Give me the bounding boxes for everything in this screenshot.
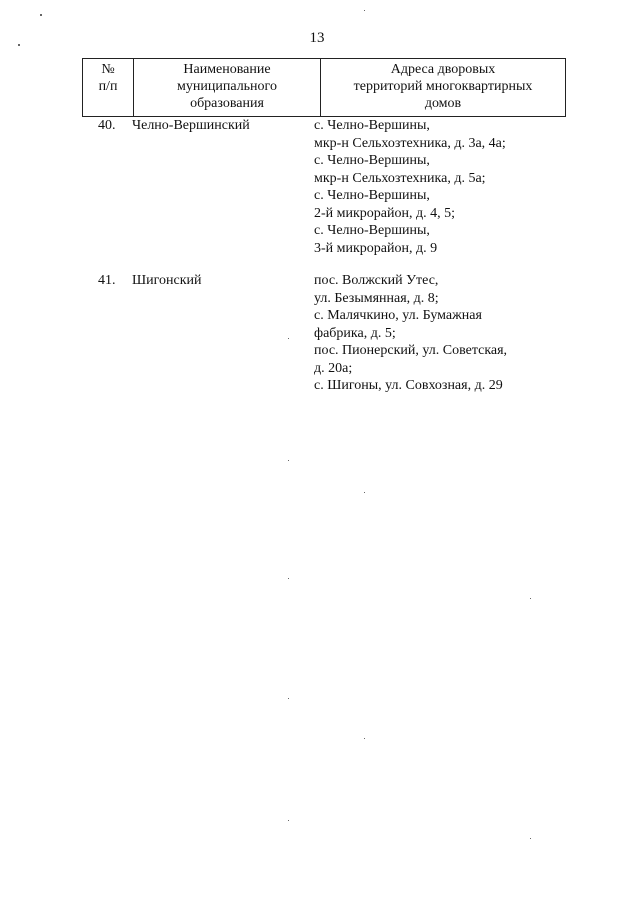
address-line: с. Челно-Вершины,	[314, 223, 430, 238]
address-line: ул. Безымянная, д. 8;	[314, 290, 439, 306]
scan-speck	[288, 460, 289, 461]
address-line: пос. Пионерский, ул. Советская,	[314, 343, 508, 358]
header-addresses-line-3: домов	[424, 96, 462, 111]
scan-speck	[530, 838, 531, 839]
header-municipality-line-1: Наименование	[183, 62, 271, 77]
header-number-line-1: №	[101, 62, 115, 77]
header-addresses-line-1: Адреса дворовых	[390, 62, 496, 77]
row-municipality: Челно-Вершинский	[132, 118, 250, 133]
row-number: 41.	[98, 273, 116, 288]
address-line: с. Челно-Вершины,	[314, 153, 430, 168]
header-municipality-line-3: образования	[190, 96, 264, 111]
row-addresses	[314, 272, 544, 395]
scan-speck	[288, 698, 289, 699]
scan-speck	[364, 492, 365, 493]
scan-speck	[364, 738, 365, 739]
scan-speck	[40, 14, 42, 16]
address-line: с. Челно-Вершины,	[314, 118, 430, 133]
scan-speck	[288, 578, 289, 579]
scan-speck	[288, 820, 289, 821]
table-header	[82, 58, 566, 117]
address-line: с. Малячкино, ул. Бумажная	[314, 308, 482, 323]
row-number: 40.	[98, 118, 116, 133]
header-municipality-line-2: муниципального	[177, 79, 277, 94]
scan-speck	[364, 10, 365, 11]
scan-speck	[288, 338, 289, 339]
header-cell-addresses	[321, 59, 566, 117]
address-line: мкр-н Сельхозтехника, д. 3а, 4а;	[314, 135, 506, 151]
header-number-line-2: п/п	[98, 79, 118, 94]
header-addresses-line-2: территорий многоквартирных	[353, 79, 533, 94]
scan-speck	[18, 44, 20, 46]
row-municipality: Шигонский	[132, 273, 202, 288]
header-cell-municipality	[134, 59, 321, 117]
address-line: фабрика, д. 5;	[314, 325, 396, 341]
scan-speck	[530, 598, 531, 599]
address-line: д. 20а;	[314, 360, 353, 376]
page-number: 13	[309, 30, 325, 46]
address-line: с. Шигоны, ул. Совхозная, д. 29	[314, 378, 503, 393]
header-row	[83, 59, 566, 117]
row-addresses	[314, 117, 544, 257]
address-line: мкр-н Сельхозтехника, д. 5а;	[314, 170, 486, 186]
address-line: 3-й микрорайон, д. 9	[314, 240, 438, 256]
address-line: пос. Волжский Утес,	[314, 273, 439, 288]
address-line: с. Челно-Вершины,	[314, 188, 430, 203]
header-cell-number	[83, 59, 134, 117]
address-line: 2-й микрорайон, д. 4, 5;	[314, 205, 456, 221]
